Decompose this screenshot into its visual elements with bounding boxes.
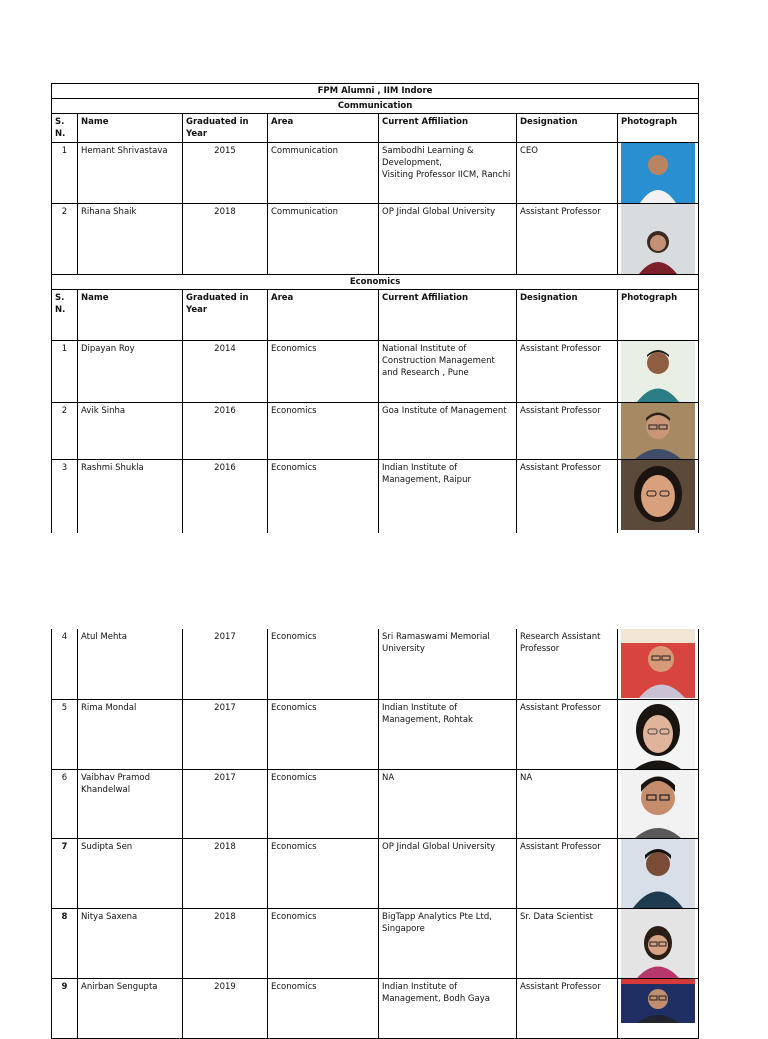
person-portrait-icon xyxy=(621,460,695,530)
person-portrait-icon xyxy=(621,770,695,838)
cell-area: Economics xyxy=(268,629,379,699)
cell-designation: Assistant Professor xyxy=(517,460,618,533)
cell-photo xyxy=(618,908,699,978)
cell-affiliation xyxy=(379,143,517,204)
cell-year: 2019 xyxy=(183,978,268,1038)
header-name: Name xyxy=(78,290,183,341)
header-area: Area xyxy=(268,114,379,143)
photo-rihana-shaik xyxy=(621,204,695,274)
cell-affiliation: Indian Institute of Management, Raipur xyxy=(379,460,517,533)
table-row xyxy=(52,908,699,978)
table-row xyxy=(52,838,699,908)
cell-area: Economics xyxy=(268,699,379,769)
person-portrait-icon xyxy=(621,143,695,203)
cell-sn: 9 xyxy=(52,978,78,1038)
cell-affiliation: Indian Institute of Management, Bodh Gaya xyxy=(379,978,517,1038)
cell-year: 2015 xyxy=(183,143,268,204)
cell-sn: 1 xyxy=(52,341,78,403)
cell-photo xyxy=(618,341,699,403)
cell-photo xyxy=(618,838,699,908)
cell-designation: Assistant Professor xyxy=(517,341,618,403)
photo-rima-mondal xyxy=(621,700,695,769)
person-portrait-icon xyxy=(621,341,695,402)
header-sn: S. N. xyxy=(52,114,78,143)
cell-sn: 3 xyxy=(52,460,78,533)
cell-sn: 2 xyxy=(52,403,78,460)
cell-name: Anirban Sengupta xyxy=(78,978,183,1038)
table-row xyxy=(52,204,699,275)
photo-anirban-sengupta xyxy=(621,979,695,1023)
photo-rashmi-shukla xyxy=(621,460,695,530)
cell-year: 2017 xyxy=(183,769,268,838)
cell-name: Dipayan Roy xyxy=(78,341,183,403)
header-designation: Designation xyxy=(517,114,618,143)
alumni-table-part-2 xyxy=(51,629,698,1039)
cell-sn: 7 xyxy=(52,838,78,908)
cell-affiliation: National Institute of Construction Management and Research , Pune xyxy=(379,341,517,403)
person-portrait-icon xyxy=(621,839,695,908)
affiliation-line: Sambodhi Learning & Development, Visiting Professor IICM, Ranchi xyxy=(382,146,511,180)
header-affiliation: Current Affiliation xyxy=(379,114,517,143)
cell-designation: Research Assistant Professor xyxy=(517,629,618,699)
cell-photo xyxy=(618,629,699,699)
cell-name: Hemant Shrivastava xyxy=(78,143,183,204)
cell-designation: Assistant Professor xyxy=(517,204,618,275)
cell-name: Sudipta Sen xyxy=(78,838,183,908)
cell-photo xyxy=(618,143,699,204)
cell-designation: Assistant Professor xyxy=(517,978,618,1038)
cell-affiliation: OP Jindal Global University xyxy=(379,838,517,908)
cell-year: 2016 xyxy=(183,403,268,460)
cell-affiliation: NA xyxy=(379,769,517,838)
cell-designation: CEO xyxy=(517,143,618,204)
cell-year: 2018 xyxy=(183,908,268,978)
cell-affiliation: BigTapp Analytics Pte Ltd, Singapore xyxy=(379,908,517,978)
cell-affiliation: OP Jindal Global University xyxy=(379,204,517,275)
person-portrait-icon xyxy=(621,909,695,978)
cell-area: Economics xyxy=(268,978,379,1038)
cell-year: 2018 xyxy=(183,838,268,908)
cell-sn: 1 xyxy=(52,143,78,204)
cell-designation: Assistant Professor xyxy=(517,403,618,460)
table-row xyxy=(52,629,699,699)
cell-sn: 5 xyxy=(52,699,78,769)
cell-photo xyxy=(618,403,699,460)
cell-year: 2017 xyxy=(183,629,268,699)
table-row xyxy=(52,460,699,533)
photo-dipayan-roy xyxy=(621,341,695,402)
cell-name: Avik Sinha xyxy=(78,403,183,460)
cell-name: Nitya Saxena xyxy=(78,908,183,978)
alumni-table-part-1 xyxy=(51,83,698,533)
cell-photo xyxy=(618,460,699,533)
cell-area: Economics xyxy=(268,341,379,403)
cell-area: Economics xyxy=(268,838,379,908)
person-portrait-icon xyxy=(621,403,695,459)
header-name: Name xyxy=(78,114,183,143)
cell-photo xyxy=(618,978,699,1038)
cell-name: Rima Mondal xyxy=(78,699,183,769)
cell-area: Economics xyxy=(268,403,379,460)
cell-affiliation: Goa Institute of Management xyxy=(379,403,517,460)
photo-nitya-saxena xyxy=(621,909,695,978)
cell-designation: Sr. Data Scientist xyxy=(517,908,618,978)
cell-area: Economics xyxy=(268,908,379,978)
header-area: Area xyxy=(268,290,379,341)
header-sn: S. N. xyxy=(52,290,78,341)
cell-sn: 4 xyxy=(52,629,78,699)
header-row xyxy=(52,290,699,341)
header-photo: Photograph xyxy=(618,114,699,143)
cell-photo xyxy=(618,769,699,838)
cell-year: 2016 xyxy=(183,460,268,533)
cell-sn: 8 xyxy=(52,908,78,978)
cell-year: 2017 xyxy=(183,699,268,769)
photo-sudipta-sen xyxy=(621,839,695,908)
cell-name: Atul Mehta xyxy=(78,629,183,699)
cell-designation: NA xyxy=(517,769,618,838)
cell-area: Communication xyxy=(268,204,379,275)
cell-designation: Assistant Professor xyxy=(517,699,618,769)
person-portrait-icon xyxy=(621,204,695,274)
cell-affiliation: Sri Ramaswami Memorial University xyxy=(379,629,517,699)
cell-name: Rihana Shaik xyxy=(78,204,183,275)
cell-sn: 2 xyxy=(52,204,78,275)
photo-hemant-shrivastava xyxy=(621,143,695,203)
table-row xyxy=(52,699,699,769)
table-row xyxy=(52,143,699,204)
cell-photo xyxy=(618,204,699,275)
header-designation: Designation xyxy=(517,290,618,341)
cell-photo xyxy=(618,699,699,769)
header-year: Graduated in Year xyxy=(183,114,268,143)
cell-year: 2014 xyxy=(183,341,268,403)
table-row xyxy=(52,769,699,838)
header-affiliation: Current Affiliation xyxy=(379,290,517,341)
photo-vaibhav-pramod-khandelwal xyxy=(621,770,695,838)
table-row xyxy=(52,341,699,403)
table-row xyxy=(52,403,699,460)
header-year: Graduated in Year xyxy=(183,290,268,341)
cell-year: 2018 xyxy=(183,204,268,275)
cell-area: Communication xyxy=(268,143,379,204)
person-portrait-icon xyxy=(621,700,695,769)
section-title-economics: Economics xyxy=(52,275,699,290)
table-title: FPM Alumni , IIM Indore xyxy=(52,84,699,99)
cell-area: Economics xyxy=(268,460,379,533)
cell-area: Economics xyxy=(268,769,379,838)
header-photo: Photograph xyxy=(618,290,699,341)
table-row xyxy=(52,978,699,1038)
person-portrait-icon xyxy=(621,629,695,698)
cell-designation: Assistant Professor xyxy=(517,838,618,908)
cell-sn: 6 xyxy=(52,769,78,838)
person-portrait-icon xyxy=(621,979,695,1023)
cell-name: Vaibhav Pramod Khandelwal xyxy=(78,769,183,838)
section-title-communication: Communication xyxy=(52,99,699,114)
header-row xyxy=(52,114,699,143)
photo-avik-sinha xyxy=(621,403,695,459)
cell-affiliation: Indian Institute of Management, Rohtak xyxy=(379,699,517,769)
cell-name: Rashmi Shukla xyxy=(78,460,183,533)
photo-atul-mehta xyxy=(621,629,695,698)
